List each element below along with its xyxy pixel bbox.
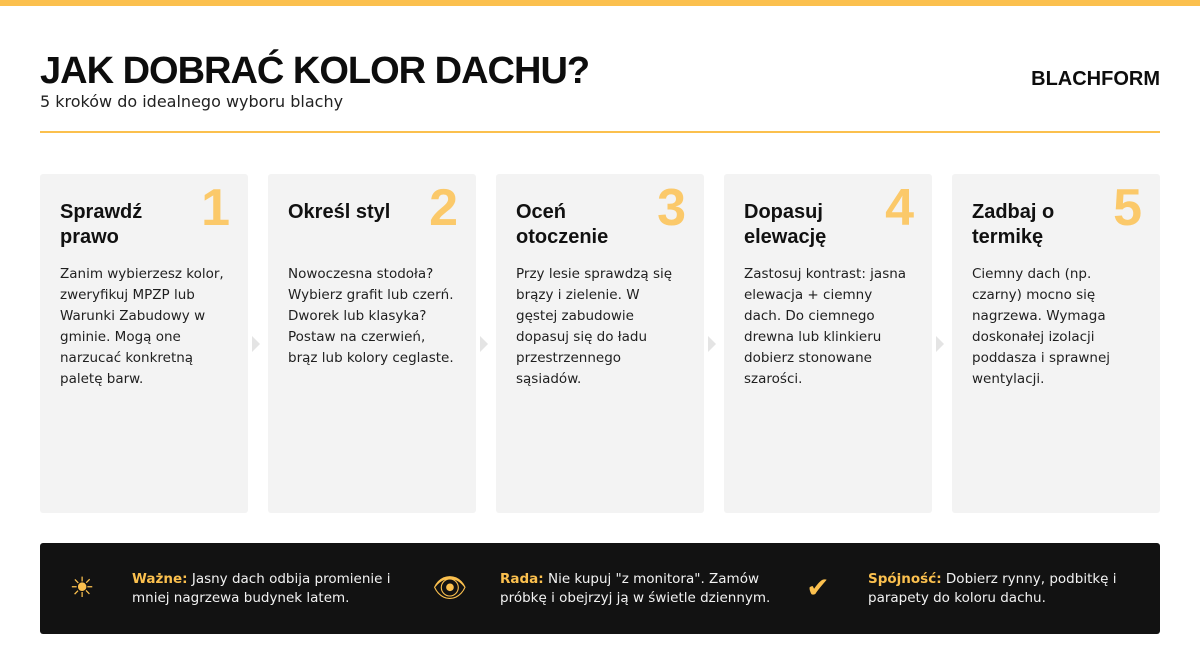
step-title: Sprawdź prawo — [60, 201, 143, 248]
page-subtitle: 5 kroków do idealnego wyboru blachy — [40, 92, 344, 111]
step-number: 5 — [1113, 179, 1142, 237]
step-title: Określ styl — [288, 201, 391, 223]
tip-important — [52, 570, 412, 608]
step-card-4 — [724, 174, 932, 513]
step-card-1 — [40, 174, 248, 513]
brand-logo: BLACHFORM — [1031, 68, 1160, 90]
step-title: Dopasuj elewację — [744, 201, 827, 248]
tip-body: Jasny dach odbija promienie i mniej nagrzewa budynek latem. — [132, 571, 391, 606]
sun-icon: ☀ — [69, 571, 95, 604]
top-accent-bar — [0, 0, 1200, 6]
step-title: Oceń otoczenie — [516, 201, 609, 248]
tip-label: Ważne: — [132, 571, 188, 587]
step-description: Zastosuj kontrast: jasna elewacja + ciemny dach. Do ciemnego drewna lub klinkieru dobierz stonowane szarości. — [744, 266, 907, 387]
step-description: Nowoczesna stodoła? Wybierz grafit lub czerń. Dworek lub klasyka? Postaw na czerwień, brąz lub kolory ceglaste. — [288, 266, 454, 366]
chevron-right-icon — [708, 336, 716, 352]
step-title: Zadbaj o termikę — [972, 201, 1055, 248]
tips-panel — [40, 543, 1160, 634]
tip-text — [500, 570, 780, 608]
tip-text — [132, 570, 412, 608]
step-card-2 — [268, 174, 476, 513]
header-divider — [40, 131, 1160, 133]
step-card-5 — [952, 174, 1160, 513]
chevron-right-icon — [252, 336, 260, 352]
tip-body: Dobierz rynny, podbitkę i parapety do koloru dachu. — [868, 571, 1117, 606]
step-description: Ciemny dach (np. czarny) mocno się nagrzewa. Wymaga doskonałej izolacji poddasza i sprawnej wentylacji. — [972, 266, 1111, 387]
tip-body: Nie kupuj "z monitora". Zamów próbkę i obejrzyj ją w świetle dziennym. — [500, 571, 771, 606]
step-number: 4 — [885, 179, 914, 237]
tip-consistency — [788, 570, 1148, 608]
eye-icon: 👁 — [432, 571, 468, 604]
steps-row — [40, 174, 1160, 513]
step-number: 2 — [429, 179, 458, 237]
step-description: Zanim wybierzesz kolor, zweryfikuj MPZP lub Warunki Zabudowy w gminie. Mogą one narzucać konkretną paletę barw. — [60, 266, 224, 387]
chevron-right-icon — [936, 336, 944, 352]
tip-label: Rada: — [500, 571, 544, 587]
chevron-right-icon — [480, 336, 488, 352]
page-title: JAK DOBRAĆ KOLOR DACHU? — [40, 50, 590, 92]
tip-text — [868, 570, 1148, 608]
checkmark-icon: ✔ — [806, 571, 830, 604]
step-card-3 — [496, 174, 704, 513]
step-number: 1 — [201, 179, 230, 237]
step-number: 3 — [657, 179, 686, 237]
step-description: Przy lesie sprawdzą się brązy i zielenie. W gęstej zabudowie dopasuj się do ładu przestrzennego sąsiadów. — [516, 266, 673, 387]
tip-advice — [420, 570, 780, 608]
tip-label: Spójność: — [868, 571, 942, 587]
